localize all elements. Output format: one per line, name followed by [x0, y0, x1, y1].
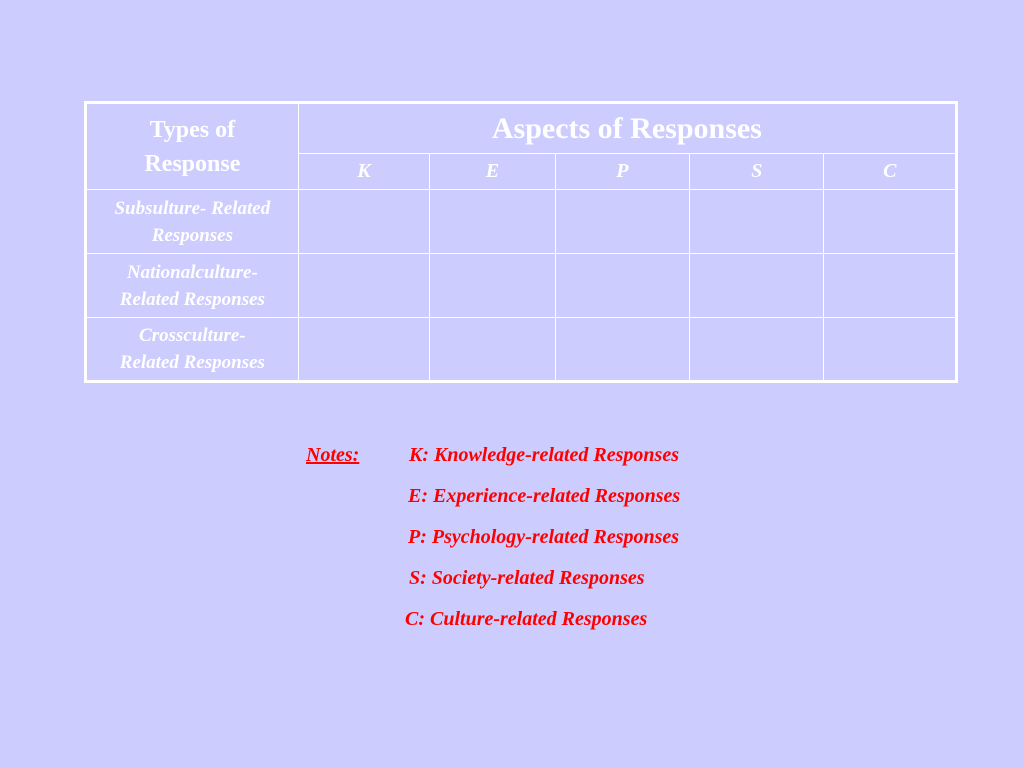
table-row-nationalculture [86, 254, 957, 318]
column-header-k: K [298, 154, 429, 190]
table-cell [690, 318, 824, 382]
row-label-line-1: Subsulture- Related [114, 197, 271, 219]
row-label-nationalculture [86, 254, 299, 318]
table-cell [690, 254, 824, 318]
table-cell [430, 190, 555, 254]
note-line-p: P: Psychology-related Responses [408, 526, 680, 548]
table-cell [555, 254, 689, 318]
column-header-c: C [824, 154, 957, 190]
table-cell [298, 190, 429, 254]
notes-label: Notes: [306, 444, 360, 466]
note-line-s: S: Society-related Responses [409, 567, 645, 589]
note-line-e: E: Experience-related Responses [408, 485, 681, 507]
table-row-crossculture [86, 318, 957, 382]
table-cell [555, 190, 689, 254]
table-cell [430, 254, 555, 318]
row-label-line-2: Responses [151, 224, 233, 246]
column-header-p: P [555, 154, 689, 190]
table-cell [824, 318, 957, 382]
table-cell [690, 190, 824, 254]
responses-table [84, 101, 958, 383]
table-cell [298, 254, 429, 318]
column-header-e: E [430, 154, 555, 190]
row-label-line-2: Related Responses [119, 288, 265, 310]
table-row-subculture [86, 190, 957, 254]
table-cell [824, 190, 957, 254]
types-header-line-1: Types of [149, 116, 236, 143]
note-line-k: K: Knowledge-related Responses [409, 444, 679, 466]
aspects-of-responses-header: Aspects of Responses [298, 103, 956, 154]
row-label-line-1: Nationalculture- [126, 261, 258, 283]
row-label-subculture [86, 190, 299, 254]
table-cell [430, 318, 555, 382]
types-of-response-header [86, 103, 299, 190]
table-cell [298, 318, 429, 382]
note-line-c: C: Culture-related Responses [405, 608, 648, 630]
types-header-line-2: Response [144, 150, 241, 177]
table-cell [555, 318, 689, 382]
column-header-s: S [690, 154, 824, 190]
table-cell [824, 254, 957, 318]
row-label-crossculture [86, 318, 299, 382]
header-row [86, 103, 957, 154]
row-label-line-2: Related Responses [119, 352, 265, 373]
row-label-line-1: Crossculture- [139, 325, 246, 346]
